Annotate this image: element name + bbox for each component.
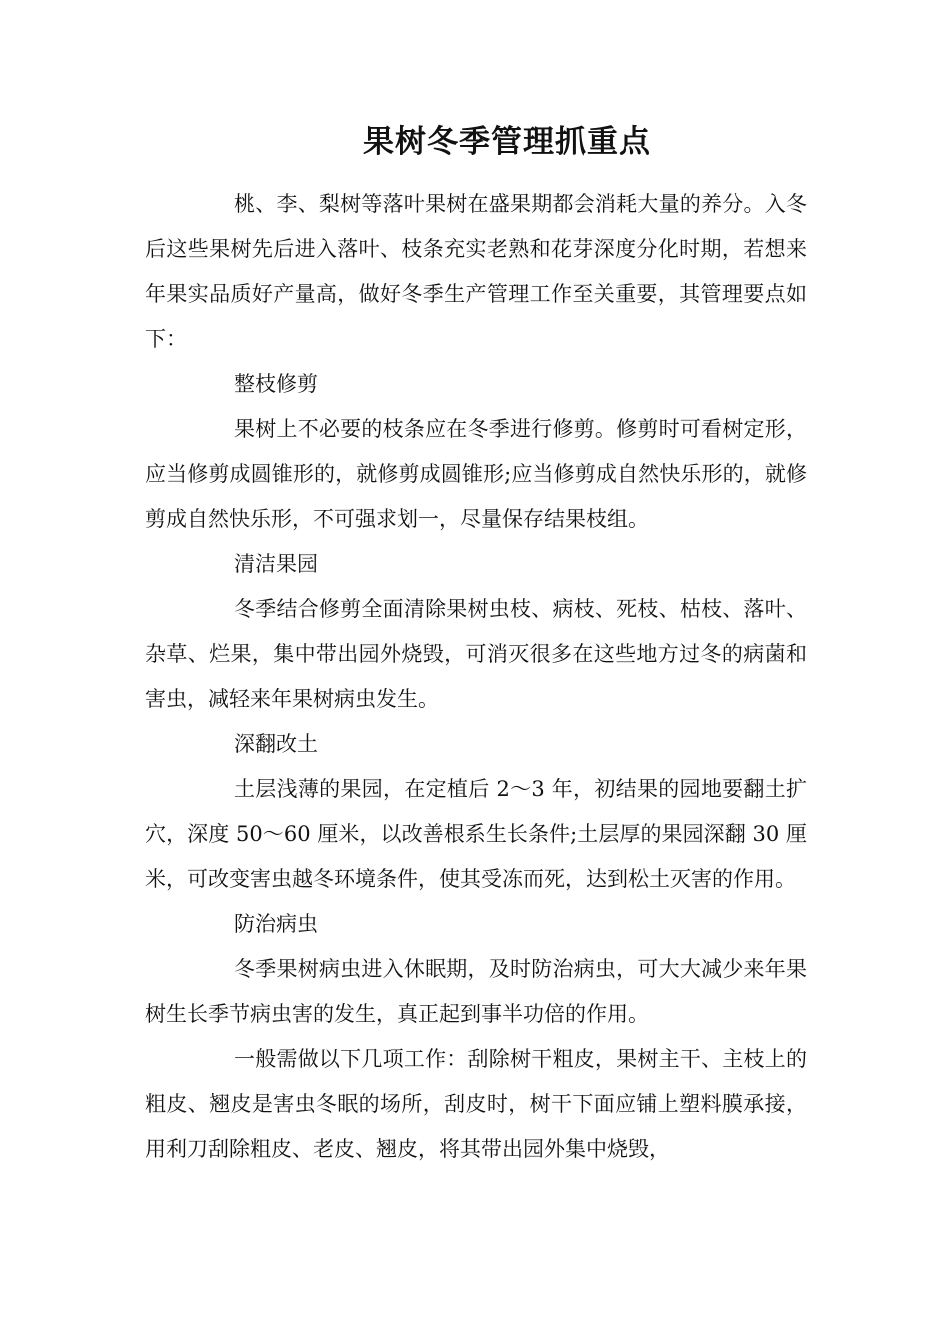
section-heading-cleaning: 清洁果园 [234,552,318,576]
section-paragraph-pruning: 果树上不必要的枝条应在冬季进行修剪。修剪时可看树定形，应当修剪成圆锥形的，就修剪成圆锥形;应当修剪成自然快乐形的，就修剪成自然快乐形，不可强求划一，尽量保存结果枝组。 [145,417,807,531]
document-body [145,182,807,1172]
section-paragraph-cleaning: 冬季结合修剪全面清除果树虫枝、病枝、死枝、枯枝、落叶、杂草、烂果，集中带出园外烧毁，可消灭很多在这些地方过冬的病菌和害虫，减轻来年果树病虫发生。 [145,597,807,711]
section-paragraph-soil: 土层浅薄的果园，在定植后 2～3 年，初结果的园地要翻土扩穴，深度 50～60 厘米，以改善根系生长条件;土层厚的果园深翻 30 厘米，可改变害虫越冬环境条件，使其受冻而死，达到松土灭害的作用。 [145,777,807,891]
section-heading-pruning: 整枝修剪 [234,372,318,396]
section-heading-pest-control: 防治病虫 [234,912,318,936]
section-paragraph-pest-control-2: 一般需做以下几项工作：刮除树干粗皮，果树主干、主枝上的粗皮、翘皮是害虫冬眠的场所，刮皮时，树干下面应铺上塑料膜承接，用利刀刮除粗皮、老皮、翘皮，将其带出园外集中烧毁， [145,1047,807,1161]
section-heading-soil: 深翻改土 [234,732,318,756]
document-title: 果树冬季管理抓重点 [363,124,651,160]
intro-paragraph: 桃、李、梨树等落叶果树在盛果期都会消耗大量的养分。入冬后这些果树先后进入落叶、枝条充实老熟和花芽深度分化时期，若想来年果实品质好产量高，做好冬季生产管理工作至关重要，其管理要点如下： [145,192,807,351]
section-paragraph-pest-control-1: 冬季果树病虫进入休眠期，及时防治病虫，可大大减少来年果树生长季节病虫害的发生，真正起到事半功倍的作用。 [145,957,807,1026]
